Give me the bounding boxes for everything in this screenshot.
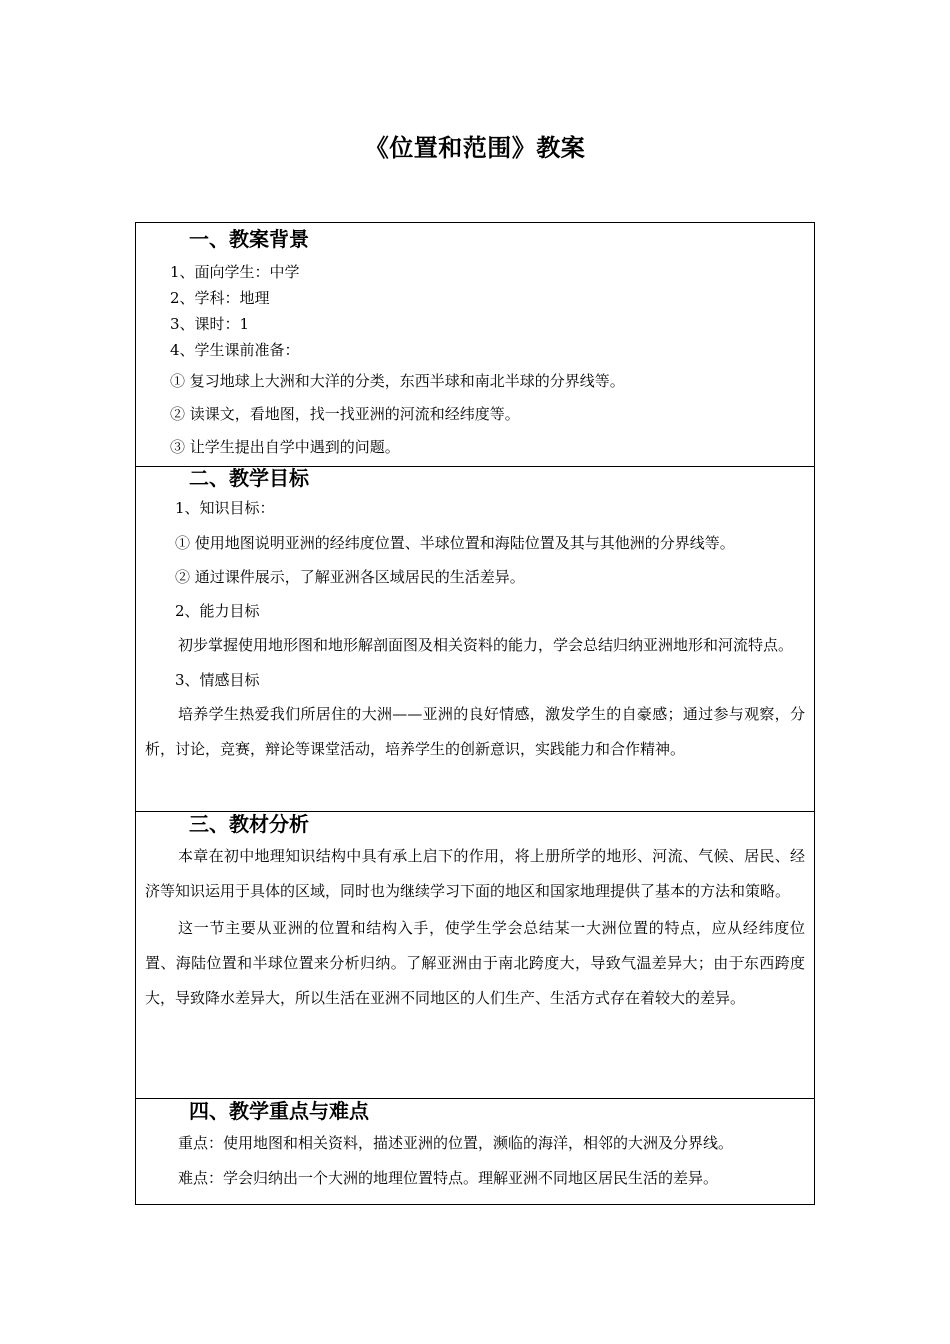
objectives-knowledge-item-1: ① 使用地图说明亚洲的经纬度位置、半球位置和海陆位置及其与其他洲的分界线等。	[175, 534, 735, 552]
section-background-cell	[136, 223, 815, 467]
background-item-students: 1、面向学生：中学	[170, 263, 300, 281]
section-heading-background: 一、教案背景	[189, 227, 309, 251]
background-item-preparation: 4、学生课前准备：	[170, 341, 300, 359]
section-analysis-row	[136, 812, 815, 1099]
analysis-paragraph-2: 这一节主要从亚洲的位置和结构入手，使学生学会总结某一大洲位置的特点，应从经纬度位置、海陆位置和半球位置来分析归纳。了解亚洲由于南北跨度大，导致气温差异大；由于东西跨度大，导致降水差异大，所以生活在亚洲不同地区的人们生产、生活方式存在着较大的差异。	[145, 919, 805, 1007]
objectives-ability-text: 初步掌握使用地形图和地形解剖面图及相关资料的能力，学会总结归纳亚洲地形和河流特点。	[178, 636, 794, 654]
section-heading-analysis: 三、教材分析	[189, 812, 309, 836]
background-prep-item-2: ② 读课文，看地图，找一找亚洲的河流和经纬度等。	[170, 405, 520, 423]
keypoints-difficulty: 难点：学会归纳出一个大洲的地理位置特点。理解亚洲不同地区居民生活的差异。	[178, 1169, 719, 1187]
section-heading-keypoints: 四、教学重点与难点	[189, 1099, 369, 1123]
background-item-hours: 3、课时：1	[170, 315, 250, 333]
document-title: 《位置和范围》教案	[364, 134, 586, 162]
background-prep-item-3: ③ 让学生提出自学中遇到的问题。	[170, 438, 400, 456]
objectives-emotion-label: 3、情感目标	[175, 671, 260, 689]
section-heading-objectives: 二、教学目标	[189, 466, 309, 490]
background-item-subject: 2、学科：地理	[170, 289, 270, 307]
analysis-paragraph-1: 本章在初中地理知识结构中具有承上启下的作用，将上册所学的地形、河流、气候、居民、经济等知识运用于具体的区域，同时也为继续学习下面的地区和国家地理提供了基本的方法和策略。	[145, 847, 805, 900]
section-analysis-cell	[136, 812, 815, 1099]
objectives-knowledge-label: 1、知识目标：	[175, 499, 275, 517]
section-background-row	[136, 223, 815, 467]
lesson-plan-table	[135, 222, 815, 1205]
background-prep-item-1: ① 复习地球上大洲和大洋的分类，东西半球和南北半球的分界线等。	[170, 372, 625, 390]
section-objectives-cell	[136, 467, 815, 812]
objectives-emotion-text: 培养学生热爱我们所居住的大洲——亚洲的良好情感，激发学生的自豪感；通过参与观察，分析，讨论，竞赛，辩论等课堂活动，培养学生的创新意识，实践能力和合作精神。	[145, 705, 805, 758]
section-keypoints-cell	[136, 1099, 815, 1205]
section-objectives-row	[136, 467, 815, 812]
section-keypoints-row	[136, 1099, 815, 1205]
keypoints-focus: 重点：使用地图和相关资料，描述亚洲的位置，濒临的海洋，相邻的大洲及分界线。	[178, 1134, 734, 1152]
objectives-knowledge-item-2: ② 通过课件展示，了解亚洲各区域居民的生活差异。	[175, 568, 525, 586]
objectives-ability-label: 2、能力目标	[175, 602, 260, 620]
